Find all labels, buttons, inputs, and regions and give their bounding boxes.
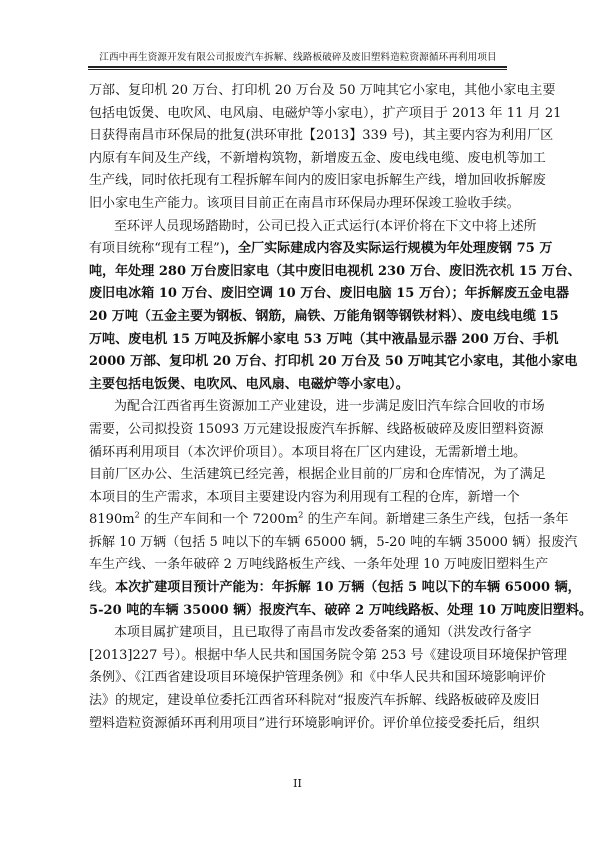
bold-text: 20 万吨（五金主要为钢板、钢筋，扁铁、万能角钢等钢铁材料）、废电线电缆 15 <box>89 308 559 324</box>
superscript: 2 <box>298 510 304 520</box>
text-run: 万部、复印机 20 万台、打印机 20 万台及 50 万吨其它小家电，其他小家电主要 <box>89 83 556 98</box>
text-run: 线。 <box>89 580 116 596</box>
text-line <box>89 419 544 442</box>
text-line <box>89 125 554 148</box>
text-line <box>89 509 569 532</box>
page-number: II <box>293 777 302 790</box>
text-run: 车生产线、一条年破碎 2 万吨线路板生产线、一条年处理 10 万吨废旧塑料生产 <box>89 557 549 573</box>
text-run: 日获得南昌市环保局的批复(洪环审批【2013】339 号)，其主要内容为利用厂区 <box>89 128 554 144</box>
text-run: 拆解 10 万辆（包括 5 吨以下的车辆 65000 辆，5-20 吨的车辆 35000 辆）报废汽 <box>89 534 578 550</box>
text-line <box>89 261 581 284</box>
text-run: 法》的规定，建设单位委托江西省环科院对“报废汽车拆解、线路板破碎及废旧 <box>89 693 540 709</box>
paragraph <box>89 622 567 735</box>
text-line <box>89 577 581 600</box>
text-line <box>89 690 540 713</box>
text-run: 塑料造粒资源循环再利用项目”进行环境影响评价。评价单位接受委托后，组织 <box>89 715 540 731</box>
text-run: 为配合江西省再生资源加工产业建设，进一步满足废旧汽车综合回收的市场 <box>114 399 545 415</box>
text-line <box>89 667 546 690</box>
text-line <box>89 351 578 374</box>
text-line <box>89 532 578 555</box>
text-line <box>89 713 540 736</box>
bold-text: 万吨、废电机 15 万吨及拆解小家电 53 万吨（其中液晶显示器 200 万台、手机 <box>89 331 559 347</box>
text-line <box>89 487 520 510</box>
header-rule-thin <box>88 69 507 70</box>
running-header: 江西中再生资源开发有限公司报废汽车拆解、线路板破碎及废旧塑料造粒资源循环再利用项目 <box>99 52 497 63</box>
text-line <box>89 306 559 329</box>
paragraph <box>89 216 581 397</box>
superscript: 2 <box>134 510 140 520</box>
text-run: 内原有车间及生产线，不新增构筑物，新增废五金、废电线电缆、废电机等加工 <box>89 150 546 166</box>
text-line <box>89 600 592 623</box>
text-line <box>89 103 562 126</box>
text-run: 的生产车间。新增建三条生产线，包括一条年 <box>303 512 569 528</box>
text-line <box>89 374 509 397</box>
bold-text: ，全厂实际建成内容及实际运行规模为年处理废钢 75 万 <box>224 241 553 257</box>
text-run: [2013]227 号）。根据中华人民共和国国务院令第 253 号《建设项目环境保护管理 <box>89 647 567 663</box>
text-run: 条例》、《江西省建设项目环境保护管理条例》和《中华人民共和国环境影响评价 <box>89 670 546 686</box>
text-line <box>89 396 545 419</box>
text-run: 本项目属扩建项目，且已取得了南昌市发改委备案的通知（洪发改行备字 <box>114 625 532 641</box>
text-run: 包括电饭煲、电吹风、电风扇、电磁炉等小家电），扩产项目于 2013 年 11 月 21 <box>89 105 562 121</box>
text-line <box>89 193 520 216</box>
text-line <box>89 148 546 171</box>
header-rule-thick <box>88 66 507 68</box>
text-run: 目前厂区办公、生活建筑已经完善，根据企业目前的厂房和仓库情况，为了满足 <box>89 467 546 483</box>
text-line <box>89 80 556 103</box>
text-run: 本项目的生产需求，本项目主要建设内容为利用现有工程的仓库，新增一个 <box>89 489 520 505</box>
text-run: 生产线，同时依托现有工程拆解车间内的废旧家电拆解生产线，增加回收拆解废 <box>89 173 546 189</box>
bold-text: 主要包括电饭煲、电吹风、电风扇、电磁炉等小家电）。 <box>89 376 409 392</box>
text-line <box>89 442 527 465</box>
text-line <box>89 464 546 487</box>
bold-text: 吨，年处理 280 万台废旧家电（其中废旧电视机 230 万台、废旧洗衣机 15 万台、 <box>89 263 581 279</box>
bold-text: 5-20 吨的车辆 35000 辆）报废汽车、破碎 2 万吨线路板、处理 10 万吨废旧塑料。 <box>89 602 592 618</box>
bold-text: 废旧电冰箱 10 万台、废旧空调 10 万台、废旧电脑 15 万台）；年拆解废五金电器 <box>89 286 570 302</box>
bold-text: 2000 万部、复印机 20 万台、打印机 20 万台及 50 万吨其它小家电，其他小家电 <box>89 354 578 370</box>
text-line <box>89 238 553 261</box>
text-line <box>89 216 537 239</box>
paragraph <box>89 396 592 622</box>
text-run: 需要，公司拟投资 15093 万元建设报废汽车拆解、线路板破碎及废旧塑料资源 <box>89 421 544 437</box>
text-run: 有项目统称“现有工程”) <box>89 241 225 257</box>
text-run: 的生产车间和一个 7200m <box>139 512 299 528</box>
bold-text: 本次扩建项目预计产能为：年拆解 10 万辆（包括 5 吨以下的车辆 65000 辆， <box>115 580 581 596</box>
text-line <box>89 645 567 668</box>
text-line <box>89 554 549 577</box>
body-text <box>89 80 592 735</box>
paragraph <box>89 80 562 216</box>
text-line <box>89 329 559 352</box>
text-line <box>89 622 532 645</box>
text-run: 旧小家电生产能力。该项目目前正在南昌市环保局办理环保竣工验收手续。 <box>89 195 520 211</box>
text-run: 8190m <box>89 512 135 528</box>
text-line <box>89 283 570 306</box>
text-line <box>89 170 546 193</box>
text-run: 至环评人员现场踏勘时，公司已投入正式运行(本评价将在下文中将上述所 <box>114 218 537 234</box>
text-run: 循环再利用项目（本次评价项目）。本项目将在厂区内建设，无需新增土地。 <box>89 444 527 460</box>
